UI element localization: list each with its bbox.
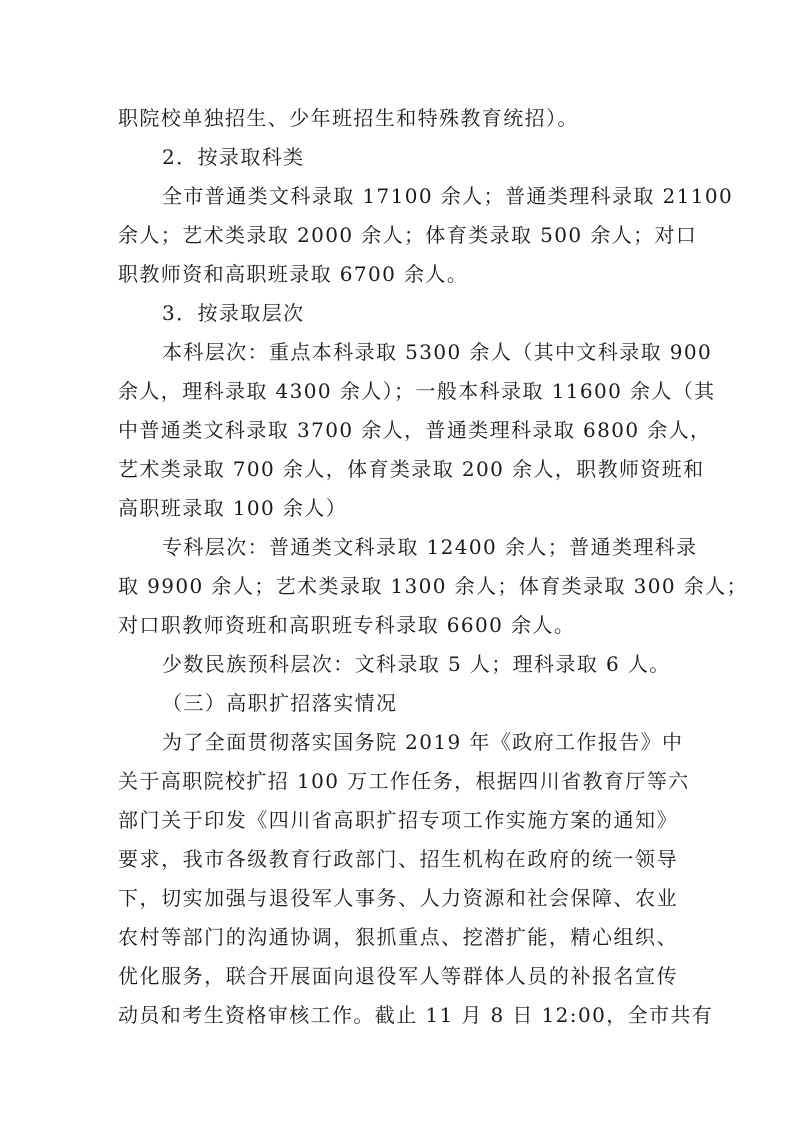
- text-line-23: 优化服务，联合开展面向退役军人等群体人员的补报名宣传: [118, 964, 678, 988]
- text-line-21: 下，切实加强与退役军人事务、人力资源和社会保障、农业: [118, 886, 678, 910]
- text-line-7: 本科层次：重点本科录取 5300 余人（其中文科录取 900: [162, 340, 713, 364]
- text-line-13: 取 9900 余人；艺术类录取 1300 余人；体育类录取 300 余人；: [118, 574, 748, 598]
- text-line-15: 少数民族预科层次：文科录取 5 人；理科录取 6 人。: [162, 652, 671, 676]
- text-line-22: 农村等部门的沟通协调，狠抓重点、挖潜扩能，精心组织、: [118, 925, 678, 949]
- text-line-18: 关于高职院校扩招 100 万工作任务，根据四川省教育厅等六: [118, 769, 690, 793]
- text-line-10: 艺术类录取 700 余人，体育类录取 200 余人，职教师资班和: [118, 457, 705, 481]
- text-line-14: 对口职教师资班和高职班专科录取 6600 余人。: [118, 613, 576, 637]
- section-heading-by-subject: 2．按录取科类: [162, 145, 305, 169]
- text-line-20: 要求，我市各级教育行政部门、招生机构在政府的统一领导: [118, 847, 678, 871]
- text-line-8: 余人，理科录取 4300 余人）；一般本科录取 11600 余人（其: [118, 379, 716, 403]
- section-heading-vocational-expansion: （三）高职扩招落实情况: [162, 691, 398, 715]
- text-line-3: 全市普通类文科录取 17100 余人；普通类理科录取 21100: [162, 184, 734, 208]
- text-line-5: 职教师资和高职班录取 6700 余人。: [118, 262, 469, 286]
- text-line-9: 中普通类文科录取 3700 余人，普通类理科录取 6800 余人，: [118, 418, 712, 442]
- text-line-4: 余人；艺术类录取 2000 余人；体育类录取 500 余人；对口: [118, 223, 698, 247]
- text-line-24: 动员和考生资格审核工作。截止 11 月 8 日 12:00，全市共有: [118, 1003, 714, 1027]
- section-heading-by-level: 3．按录取层次: [162, 301, 305, 325]
- text-line-17: 为了全面贯彻落实国务院 2019 年《政府工作报告》中: [162, 730, 684, 754]
- text-line-12: 专科层次：普通类文科录取 12400 余人；普通类理科录: [162, 535, 698, 559]
- text-line-19: 部门关于印发《四川省高职扩招专项工作实施方案的通知》: [118, 808, 678, 832]
- text-line-1: 职院校单独招生、少年班招生和特殊教育统招）。: [118, 106, 579, 130]
- text-line-11: 高职班录取 100 余人）: [118, 496, 348, 520]
